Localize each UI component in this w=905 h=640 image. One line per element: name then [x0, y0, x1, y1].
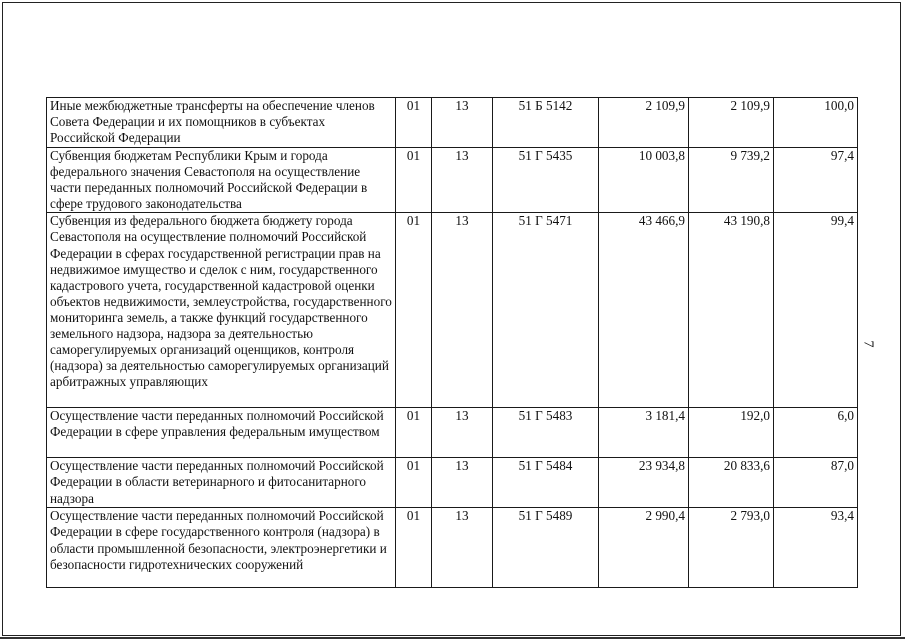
- row-section: 01: [396, 408, 432, 458]
- row-percent: 87,0: [774, 458, 858, 508]
- row-percent: 100,0: [774, 98, 858, 148]
- row-subsection: 13: [432, 458, 493, 508]
- row-target-code: 51 Г 5471: [493, 213, 599, 408]
- row-description: Иные межбюджетные трансферты на обеспечение членов Совета Федерации и их помощников в субъектах Российской Федерации: [47, 98, 396, 148]
- table-row: [47, 408, 858, 458]
- row-executed: 2 793,0: [689, 508, 774, 588]
- row-planned: 2 990,4: [599, 508, 689, 588]
- table-row: [47, 213, 858, 408]
- table-row: [47, 98, 858, 148]
- row-section: 01: [396, 148, 432, 213]
- row-target-code: 51 Г 5489: [493, 508, 599, 588]
- row-subsection: 13: [432, 408, 493, 458]
- table-row: [47, 148, 858, 213]
- row-percent: 93,4: [774, 508, 858, 588]
- row-planned: 43 466,9: [599, 213, 689, 408]
- row-section: 01: [396, 98, 432, 148]
- row-description: Осуществление части переданных полномочий Российской Федерации в области ветеринарного и фитосанитарного надзора: [47, 458, 396, 508]
- row-subsection: 13: [432, 213, 493, 408]
- row-executed: 192,0: [689, 408, 774, 458]
- page-number: 7: [860, 340, 876, 348]
- row-subsection: 13: [432, 508, 493, 588]
- row-planned: 23 934,8: [599, 458, 689, 508]
- row-target-code: 51 Б 5142: [493, 98, 599, 148]
- row-subsection: 13: [432, 148, 493, 213]
- budget-table: [46, 97, 858, 588]
- row-planned: 2 109,9: [599, 98, 689, 148]
- row-section: 01: [396, 458, 432, 508]
- row-description: Субвенция из федерального бюджета бюджету города Севастополя на осуществление полномочий Российской Федерации в сферах государственной регистрации прав на недвижимое имущество и сделок с ним, государственного кадастрового учета, государственной кадастровой оценки объектов недвижимости, землеустройства, государственного мониторинга земель, а также функций государственного земельного надзора, надзора за деятельностью саморегулируемых организаций оценщиков, контроля (надзора) за деятельностью саморегулируемых организаций арбитражных управляющих: [47, 213, 396, 408]
- row-executed: 2 109,9: [689, 98, 774, 148]
- table-row: [47, 508, 858, 588]
- row-subsection: 13: [432, 98, 493, 148]
- row-target-code: 51 Г 5484: [493, 458, 599, 508]
- scan-edge-rule: [0, 637, 905, 639]
- row-section: 01: [396, 508, 432, 588]
- row-target-code: 51 Г 5483: [493, 408, 599, 458]
- row-description: Субвенция бюджетам Республики Крым и города федерального значения Севастополя на осуществление части переданных полномочий Российской Федерации в сфере трудового законодательства: [47, 148, 396, 213]
- row-executed: 9 739,2: [689, 148, 774, 213]
- row-percent: 97,4: [774, 148, 858, 213]
- row-percent: 6,0: [774, 408, 858, 458]
- row-section: 01: [396, 213, 432, 408]
- row-executed: 43 190,8: [689, 213, 774, 408]
- row-description: Осуществление части переданных полномочий Российской Федерации в сфере управления федеральным имуществом: [47, 408, 396, 458]
- row-executed: 20 833,6: [689, 458, 774, 508]
- row-description: Осуществление части переданных полномочий Российской Федерации в сфере государственного контроля (надзора) в области промышленной безопасности, электроэнергетики и безопасности гидротехнических сооружений: [47, 508, 396, 588]
- row-target-code: 51 Г 5435: [493, 148, 599, 213]
- row-planned: 10 003,8: [599, 148, 689, 213]
- table-row: [47, 458, 858, 508]
- row-planned: 3 181,4: [599, 408, 689, 458]
- row-percent: 99,4: [774, 213, 858, 408]
